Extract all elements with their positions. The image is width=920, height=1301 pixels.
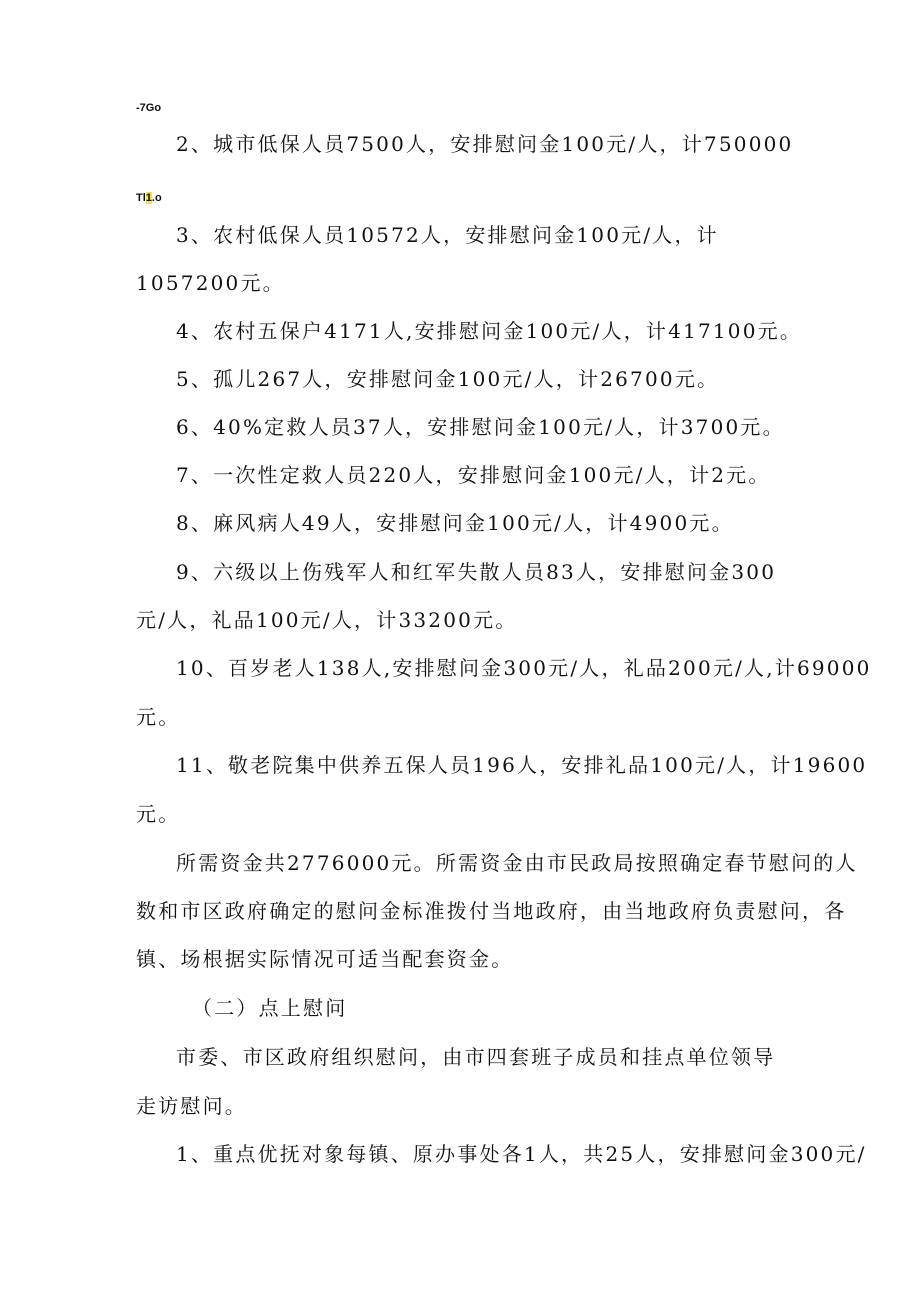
item-8: 8、麻风病人49人，安排慰问金100元/人，计4900元。 <box>176 511 734 535</box>
scan-fragment-mid-highlight: 1 <box>145 192 152 204</box>
item-11-line-2: 元。 <box>136 802 181 826</box>
section-heading: （二）点上慰问 <box>192 996 348 1020</box>
item-5: 5、孤儿267人，安排慰问金100元/人，计26700元。 <box>176 367 720 391</box>
section-paragraph-line-2: 走访慰问。 <box>136 1094 247 1118</box>
scan-fragment-top: -7Go <box>136 102 162 114</box>
section-paragraph-line-1: 市委、市区政府组织慰问，由市四套班子成员和挂点单位领导 <box>176 1045 776 1069</box>
summary-line-1: 所需资金共2776000元。所需资金由市民政局按照确定春节慰问的人 <box>176 851 858 875</box>
item-4: 4、农村五保户4171人,安排慰问金100元/人，计417100元。 <box>176 319 803 343</box>
item-3-line-1: 3、农村低保人员10572人，安排慰问金100元/人，计 <box>176 223 719 247</box>
scan-fragment-mid <box>136 192 162 204</box>
summary-line-3: 镇、场根据实际情况可适当配套资金。 <box>136 947 514 971</box>
summary-line-2: 数和市区政府确定的慰问金标准拨付当地政府，由当地政府负责慰问，各 <box>136 899 847 923</box>
scan-fragment-mid-a: Tl <box>136 192 146 204</box>
item-10-line-2: 元。 <box>136 705 181 729</box>
item-9-line-2: 元/人，礼品100元/人，计33200元。 <box>136 608 518 632</box>
section-item-1: 1、重点优抚对象每镇、原办事处各1人，共25人，安排慰问金300元/ <box>176 1142 867 1166</box>
item-2-line-1: 2、城市低保人员7500人，安排慰问金100元/人，计750000 <box>176 132 794 156</box>
item-6: 6、40%定救人员37人，安排慰问金100元/人，计3700元。 <box>176 415 785 439</box>
item-3-line-2: 1057200元。 <box>136 271 285 295</box>
scan-fragment-mid-c: .o <box>151 192 162 204</box>
item-10-line-1: 10、百岁老人138人,安排慰问金300元/人，礼品200元/人,计69000 <box>176 656 872 680</box>
item-9-line-1: 9、六级以上伤残军人和红军失散人员83人，安排慰问金300 <box>176 560 777 584</box>
item-11-line-1: 11、敬老院集中供养五保人员196人，安排礼品100元/人，计19600 <box>176 753 868 777</box>
item-7: 7、一次性定救人员220人，安排慰问金100元/人，计2元。 <box>176 463 771 487</box>
